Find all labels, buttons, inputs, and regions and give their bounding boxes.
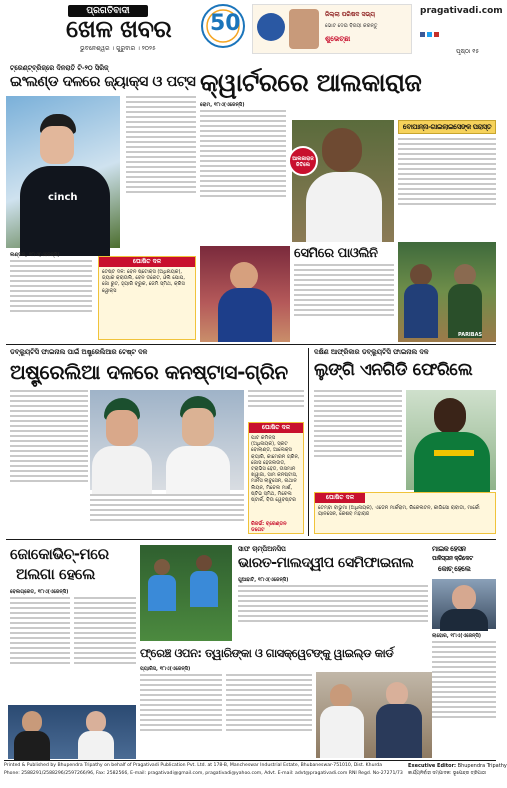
headline-india: ଭାରତ-ମାଲଦ୍ୱୀପ ସେମିଫାଇନାଲ — [238, 555, 414, 571]
ngidi-squad-box — [314, 492, 496, 534]
story-india — [140, 541, 428, 641]
headline-djokovic-1: ଜୋକୋଭିଚ୍‌-ମରେ — [10, 545, 109, 563]
england-squad-label: ଘୋଷିତ ଦଳ — [99, 257, 195, 267]
ngidi-squad-text: ଟେମ୍ବା ବାଭୁମା (ଅଧିନାୟକ), ଏଡେନ ମାର୍କରାମ, ରିକେଲଟନ, କାଗିସୋ ରାବାଡା, ମାର୍କୋ ୟାନସେନ, କେଶବ ମହାରାଜ — [318, 505, 480, 518]
ngidi-squad-label: ଘୋଷିତ ଦଳ — [315, 493, 365, 503]
side-headline-box — [398, 120, 496, 134]
photo-djokovic-murray — [8, 705, 136, 759]
headline-french-open: ଫ୍ରେଞ୍ଚ ଓପନ: ତ୍ୱାରିଙ୍କା ଓ ଗାସକ୍ୱେଟଙ୍କୁ ୱାଇଲ୍ଡ କାର୍ଡ — [140, 646, 394, 660]
australia-squad-box — [248, 422, 304, 534]
england-body-2 — [10, 260, 92, 340]
england-squad-box — [98, 256, 196, 340]
footer-editor-label: Executive Editor: — [408, 763, 457, 769]
social-icons — [420, 22, 496, 28]
headline-hesson-3: କୋଚ୍ ହେଲେ — [438, 565, 471, 573]
photo-alcaraz — [292, 120, 394, 242]
photo-ngidi — [406, 390, 496, 490]
dateline-french-open: ପ୍ୟାରିସ, ୧୮ାଏ(ଏଜେନ୍ସି) — [140, 666, 191, 672]
headline-hesson-2: ପାକିସ୍ତାନ କ୍ରିକେଟ — [432, 555, 473, 562]
sub-headline-paolini: ସେମିରେ ପାଓଲିନି — [294, 246, 378, 261]
hesson-body — [432, 641, 496, 757]
footer-editor-name: Bhupendra Tripathy — [457, 763, 507, 769]
footer-editor-odia: କାର୍ଯ୍ୟନିର୍ବାହୀ ସମ୍ପାଦକ: ଭୂପେନ୍ଦ୍ର ତ୍ରିପାଠୀ — [408, 771, 486, 776]
djokovic-body-2 — [74, 597, 136, 701]
australia-squad-label: ଘୋଷିତ ଦଳ — [249, 423, 303, 433]
alcaraz-badge-text: ଆଲକାରାଜ ଜିତିଲେ — [292, 156, 314, 168]
england-body-1 — [126, 96, 196, 248]
paolini-body — [294, 264, 394, 342]
photo-hesson — [432, 579, 496, 629]
headline-djokovic-2: ଅଲଗା ହେଲେ — [16, 565, 95, 583]
brand-name: ପ୍ରଗତିବାଦୀ — [86, 6, 130, 16]
story-french-open — [140, 642, 432, 759]
kicker-ngidi: ଦକ୍ଷିଣ ଆଫ୍ରିକାର ଡବ୍ଲ୍ୟୁଟିସି ଫାଇନାଲ ଦଳ — [314, 348, 429, 356]
footer — [4, 762, 507, 786]
date-line: ଭୁବନେଶ୍ୱର । ଗୁରୁବାର । ୨୦୨୫ — [80, 45, 156, 52]
ad-line-3: ଶୁଭେଚ୍ଛା — [325, 35, 351, 43]
footer-contact: Phone: 2588291/2588296/2597266/96, Fax: 2582566, E-mail: pragativadi@gmail.com, pragativadi@yahoo.com, Advt. E-mail: advt@pragativadi.com RNI Regd. No-27271/73 — [4, 771, 403, 776]
djokovic-body-1 — [10, 597, 70, 701]
footer-imprint: Printed & Published by Bhupendra Tripathy on behalf of Pragativadi Publication Pvt. Ltd. at 178-B, Mancheswar Industrial Estate, Bhubaneswar-751010, Dist. Khurda — [4, 763, 383, 768]
kicker-india: ସାଫ ଚାମ୍ପିଅନସିପ — [238, 545, 286, 553]
sponsor-label: PARIBAS — [458, 332, 483, 338]
dateline-hesson: ଲାହୋର, ୧୮ାଏ(ଏଜେନ୍ସି) — [432, 633, 482, 639]
photo-india-football — [140, 545, 232, 641]
ngidi-body-1 — [314, 390, 402, 490]
ad-seal-icon — [257, 13, 285, 41]
masthead-ad — [252, 4, 412, 54]
story-australia — [6, 346, 306, 538]
australia-body-2 — [90, 494, 244, 536]
alcaraz-badge — [288, 146, 318, 176]
headline-ngidi: ଲୁଙ୍ଗି ଏନଗିଡି ଫେରିଲେ — [314, 360, 473, 380]
story-england — [6, 62, 196, 344]
side-headline: ବୋପାନ୍ନା-ଗାଇଲାଇସେଙ୍କ ପରାସ୍ତ — [402, 123, 492, 131]
dateline-england: ଲଣ୍ଡନ, ୧୮ାଏ(ଏଜେନ୍ସି) — [10, 252, 60, 258]
england-squad-text: ଟେଷ୍ଟ ଦଳ: ବେନ ଷ୍ଟୋକ୍ସ (ଅଧିନାୟକ), ଜ୍ୟାକ କ୍ରାଉଲି, ବେନ ଡକେଟ, ଓଲି ପୋପ, ଜୋ ରୁଟ, ହ୍ୟାରି ବ୍ରୁକ, ଜେମି ସ୍ମିଥ, କ୍ରିସ ୱୋକ୍ସ — [102, 269, 185, 294]
kicker-england: ଟ୍ରେଣ୍ଟ୍‌ବ୍ରିଜ୍‌ରେ ଦିନରାତି ଟି-୨୦ ସିରିଜ୍ — [10, 64, 109, 72]
divider-2 — [6, 539, 496, 540]
india-body — [238, 585, 428, 641]
anniversary-years: 50 — [210, 11, 241, 36]
australia-body-1 — [10, 390, 88, 536]
divider-vertical — [308, 348, 309, 536]
photo-wawrinka-gasquet — [316, 672, 432, 758]
ad-portrait-icon — [289, 9, 319, 49]
headline-hesson-1: ମାଇକ ହେସନ — [432, 545, 466, 553]
masthead — [0, 0, 503, 58]
headline-england: ଇଂଲଣ୍ଡ ଦଳରେ ଜ୍ୟାକ୍ସ ଓ ପଟ୍ସ — [10, 74, 196, 90]
french-open-body-2 — [226, 674, 312, 758]
story-djokovic — [6, 541, 138, 759]
kicker-australia: ଡବ୍ଲ୍ୟୁଟିସି ଫାଇନାଲ ପାଇଁ ଅଷ୍ଟ୍ରେଲିଆର ଟେଷ୍ଟ ଦଳ — [10, 348, 148, 356]
story-hesson — [432, 541, 496, 759]
page-number: ପୃଷ୍ଠା ୧୫ — [456, 48, 480, 55]
australia-reserve: ରିଜର୍ଭ: ବ୍ରେଣ୍ଡନ ଡଗେଟ — [251, 521, 287, 534]
french-open-body-1 — [140, 674, 222, 758]
headline-alcaraz: କ୍ୱାର୍ଟରରେ ଆଲକାରାଜ — [200, 68, 422, 97]
photo-paolini — [200, 246, 290, 342]
story-alcaraz — [198, 62, 496, 344]
dateline-india: ଗୁଆହାଟି, ୧୮ାଏ(ଏଜେନ୍ସି) — [238, 577, 289, 583]
australia-squad-text: ପାଟ କମିନ୍ସ (ଅଧିନାୟକ), ସ୍କଟ ବୋଲାଣ୍ଡ, ଆଲେକ୍ସ କ୍ୟାରି, କାମେରନ ଗ୍ରିନ, ଜୋସ ହେଜଲଉଡ, ଟ୍ରାଭିସ ହେଡ, ଉସମାନ ଖ୍ୱାଜା, ସାମ କନଷ୍ଟାସ, ମାର୍ନସ ଲାବୁସେନ, ନାଥାନ ଲିୟନ, ମିଚେଲ ମାର୍ଶ, ଷ୍ଟିଭ ସ୍ମିଥ, ମିଚେଲ ଷ୍ଟାର୍କ, ବିଉ ୱେବଷ୍ଟର — [251, 435, 300, 504]
photo-australia-players — [90, 390, 244, 490]
headline-australia: ଅଷ୍ଟ୍ରେଲିଆ ଦଳରେ କନଷ୍ଟାସ-ଗ୍ରିନ — [10, 360, 288, 384]
alcaraz-side-body — [398, 138, 496, 238]
website[interactable]: pragativadi.com — [420, 6, 503, 16]
dateline-alcaraz: ରୋମ, ୧୮ାଏ(ଏଜେନ୍ସି) — [200, 102, 245, 108]
footer-editor — [408, 763, 507, 769]
divider-1 — [6, 344, 496, 345]
story-ngidi — [312, 346, 496, 538]
anniversary-emblem — [200, 3, 246, 49]
ad-line-1: ଜିଲ୍ଲା ପରିଷଦ ସଭ୍ୟ — [325, 11, 376, 18]
australia-body-3 — [248, 390, 304, 420]
footer-rule — [4, 760, 496, 761]
photo-england-player: cinch — [6, 96, 120, 248]
alcaraz-body-1 — [200, 110, 286, 242]
section-title: ଖେଳ ଖବର — [66, 15, 172, 43]
ad-line-2: ଭୋଟ ଦେଇ ବିଜୟୀ କରନ୍ତୁ — [325, 23, 378, 29]
dateline-djokovic: ବେଲଗ୍ରେଡ, ୧୮ାଏ(ଏଜେନ୍ସି) — [10, 589, 69, 595]
photo-bopanna — [398, 242, 496, 342]
